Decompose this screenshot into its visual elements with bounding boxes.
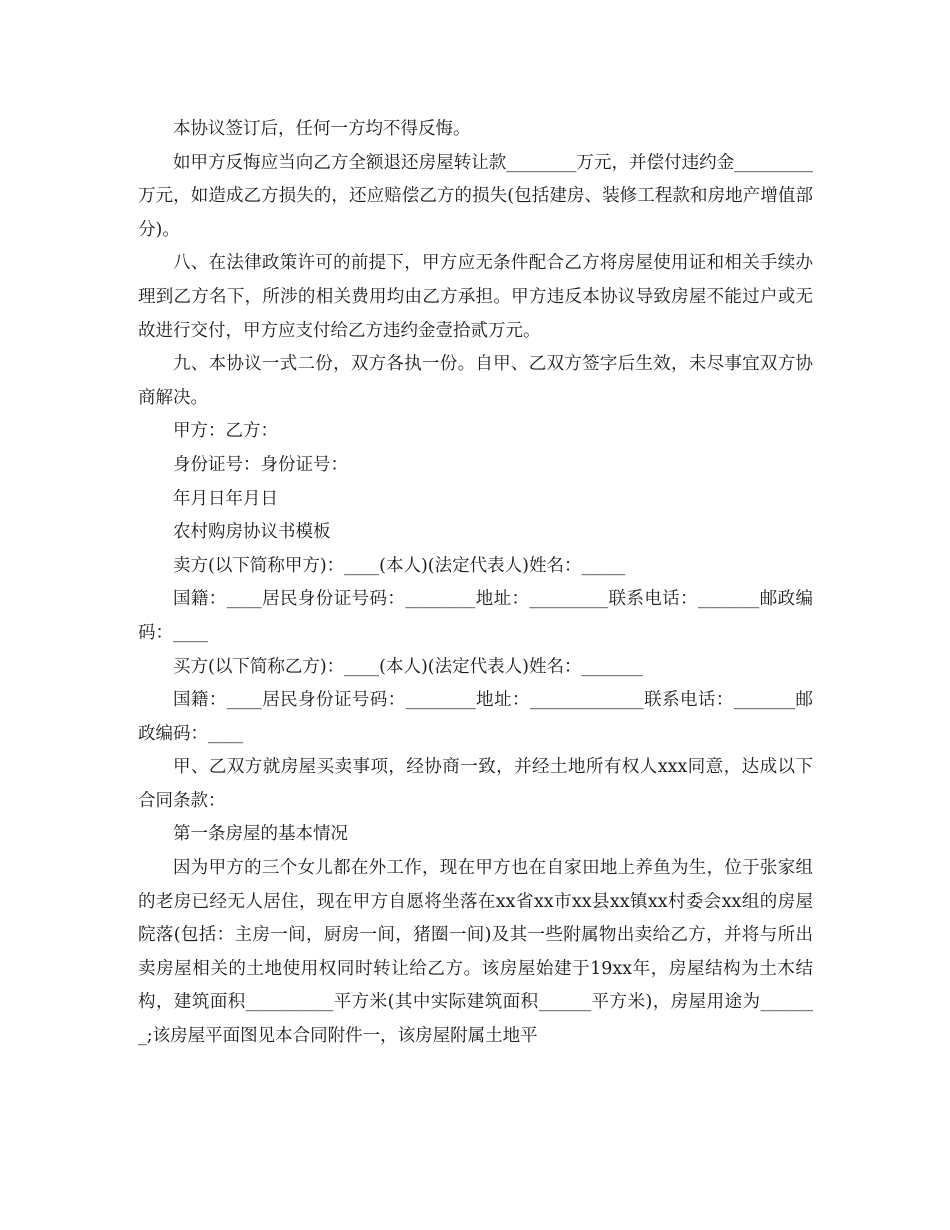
paragraph-party-a-regret-penalty: 如甲方反悔应当向乙方全额退还房屋转让款________万元，并偿付违约金_________万元，如造成乙方损失的，还应赔偿乙方的损失(包括建房、装修工程款和房地产增值部分)。 [138,152,813,240]
paragraph-no-regret: 本协议签订后，任何一方均不得反悔。 [173,119,471,139]
paragraph-clause-8: 八、在法律政策许可的前提下，甲方应无条件配合乙方将房屋使用证和相关手续办理到乙方名下，所涉的相关费用均由乙方承担。甲方违反本协议导致房屋不能过户或无故进行交付，甲方应支付给乙方违约金壹拾贰万元。 [138,253,813,341]
agreement-preamble: 甲、乙双方就房屋买卖事项，经协商一致，并经土地所有权人xxx同意，达成以下合同条款： [138,757,813,811]
clause-1-body: 因为甲方的三个女儿都在外工作，现在甲方也在自家田地上养鱼为生，位于张家组的老房已经无人居住，现在甲方自愿将坐落在xx省xx市xx县xx镇xx村委会xx组的房屋院落(包括：主房一间，厨房一间，猪圈一间)及其一些附属物出卖给乙方，并将与所出卖房屋相关的土地使用权同时转让给乙方。该房屋始建于19xx年，房屋结构为土木结构，建筑面积__________平方米(其中实际建筑面积______平方米)，房屋用途为_______;该房屋平面图见本合同附件一，该房屋附属土地平 [138,858,813,1047]
signature-id-numbers: 身份证号：身份证号： [173,454,348,475]
buyer-info: 买方(以下简称乙方)：____(本人)(法定代表人)姓名：_______ [173,656,643,677]
document-title: 农村购房协议书模板 [173,522,331,543]
signature-parties: 甲方：乙方： [173,421,278,442]
paragraph-clause-9: 九、本协议一式二份，双方各执一份。自甲、乙双方签字后生效，未尽事宜双方协商解决。 [138,354,813,408]
document-body [138,113,813,1054]
seller-details: 国籍：____居民身份证号码：________地址：_________联系电话：_______邮政编码：____ [138,589,813,643]
signature-dates: 年月日年月日 [173,488,278,509]
clause-1-heading: 第一条房屋的基本情况 [173,824,348,845]
buyer-details: 国籍：____居民身份证号码：________地址：_____________联系电话：_______邮政编码：____ [138,690,813,744]
seller-info: 卖方(以下简称甲方)：____(本人)(法定代表人)姓名：_____ [173,555,626,576]
